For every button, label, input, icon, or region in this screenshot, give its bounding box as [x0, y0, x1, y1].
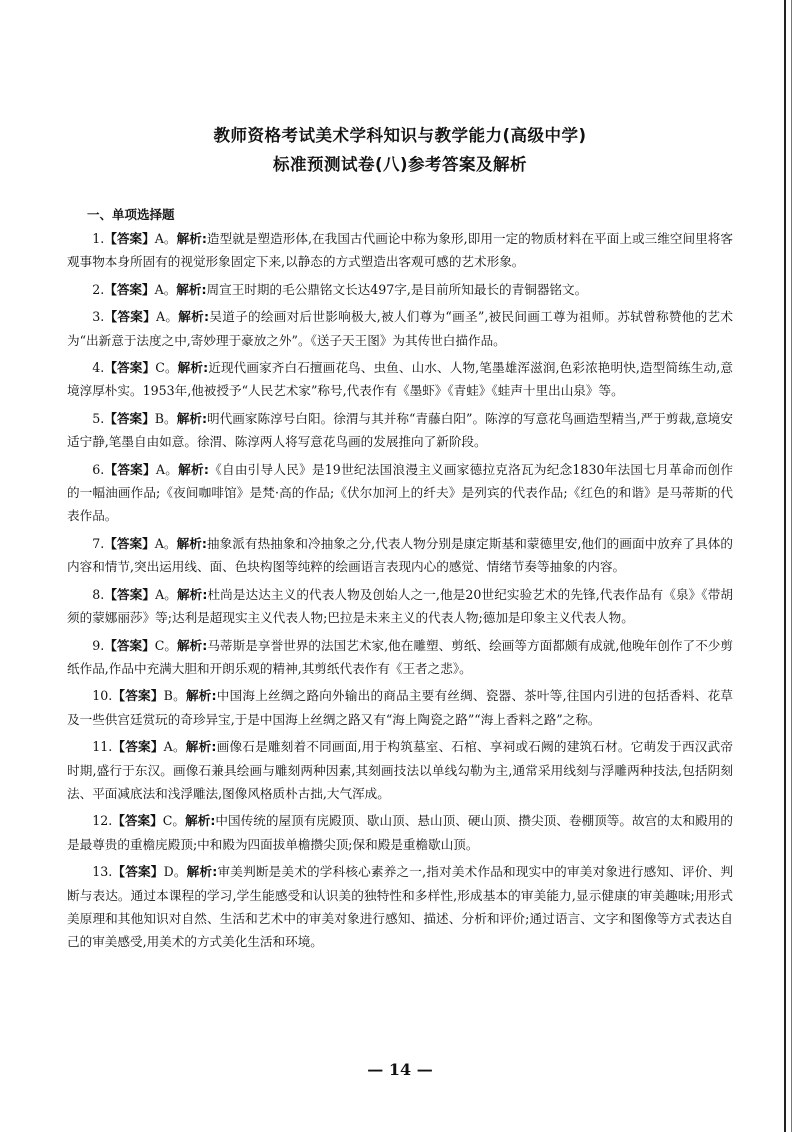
page-number: — 14 —: [367, 1060, 433, 1079]
answer-tag: 【答案】: [104, 309, 157, 325]
analysis-label: 解析:: [178, 309, 210, 325]
analysis-label: 解析:: [177, 360, 209, 376]
answer-option: A。: [154, 535, 177, 551]
item-number: 3.: [92, 309, 105, 325]
answer-tag: 【答案】: [104, 461, 156, 477]
answer-tag: 【答案】: [104, 586, 156, 602]
analysis-text: 杜尚是达达主义的代表人物及创始人之一,他是20世纪实验艺术的先锋,代表作品有《泉》《带胡须的蒙娜丽莎》等;达利是超现实主义代表人物;巴拉是未来主义的代表人物;德加是印象主义代表人物。: [67, 586, 733, 626]
answer-item-1: [67, 227, 733, 274]
item-number: 4.: [92, 360, 105, 376]
answer-item-3: [67, 305, 733, 352]
answer-item-12: [67, 809, 733, 856]
analysis-text: 《自由引导人民》是19世纪法国浪漫主义画家德拉克洛瓦为纪念1830年法国七月革命而创作的一幅油画作品;《夜间咖啡馆》是梵·高的作品;《伏尔加河上的纤夫》是列宾的代表作品;《红色的和谐》是马蒂斯的代表作品。: [67, 461, 733, 524]
answer-item-11: [67, 735, 733, 805]
answer-tag: 【答案】: [112, 864, 164, 880]
item-number: 7.: [92, 535, 105, 551]
item-number: 13.: [92, 864, 113, 880]
answer-item-8: [67, 583, 733, 630]
analysis-label: 解析:: [176, 586, 208, 602]
analysis-text: 明代画家陈淳号白阳。徐渭与其并称“青藤白阳”。陈淳的写意花鸟画造型精当,严于剪裁,意境安适宁静,笔墨自由如意。徐渭、陈淳两人将写意花鸟画的发展推向了新阶段。: [67, 410, 734, 450]
answer-tag: 【答案】: [104, 410, 155, 426]
analysis-text: 中国海上丝绸之路向外输出的商品主要有丝绸、瓷器、茶叶等,往国内引进的包括香料、花草及一些供宫廷赏玩的奇珍异宝,于是中国海上丝绸之路又有“海上陶瓷之路”“海上香料之路”之称。: [67, 688, 733, 727]
answer-option: A。: [156, 309, 179, 325]
answer-item-9: [67, 634, 733, 681]
answer-item-5: [67, 407, 733, 454]
analysis-label: 解析:: [186, 864, 218, 880]
answer-option: A。: [155, 586, 177, 602]
answer-item-7: [67, 532, 733, 579]
answer-option: C。: [154, 637, 178, 653]
answer-item-4: [67, 356, 733, 403]
answer-option: C。: [155, 360, 178, 376]
answer-item-6: [67, 458, 733, 528]
answer-option: A。: [163, 739, 186, 755]
analysis-text: 吴道子的绘画对后世影响极大,被人们尊为“画圣”,被民间画工尊为祖师。苏轼曾称赞他的艺术为“出新意于法度之中,寄妙理于豪放之外”。《送子天王图》为其传世白描作品。: [67, 309, 733, 348]
analysis-label: 解析:: [176, 535, 207, 551]
answer-item-13: [67, 860, 733, 954]
analysis-text: 周宣王时期的毛公鼎铭文长达497字,是目前所知最长的青铜器铭文。: [206, 281, 588, 297]
item-number: 5.: [92, 410, 105, 426]
analysis-text: 近现代画家齐白石擅画花鸟、虫鱼、山水、人物,笔墨雄浑滋润,色彩浓艳明快,造型简练生动,意境淳厚朴实。1953年,他被授予“人民艺术家”称号,代表作有《墨虾》《青蛙》《蛙声十里出山泉》等。: [67, 360, 734, 399]
section-heading: 一、单项选择题: [87, 207, 175, 222]
item-number: 11.: [92, 739, 113, 755]
analysis-label: 解析:: [176, 231, 207, 246]
answer-list: [67, 227, 733, 958]
document-title: 教师资格考试美术学科知识与教学能力(高级中学): [213, 126, 587, 145]
answer-tag: 【答案】: [112, 813, 163, 829]
analysis-text: 审美判断是美术的学科核心素养之一,指对美术作品和现实中的审美对象进行感知、评价、判断与表达。通过本课程的学习,学生能感受和认识美的独特性和多样性,形成基本的审美能力,显示健康的审美趣味;用形式美原理和其他知识对自然、生活和艺术中的审美对象进行感知、描述、分析和评价;通过语言、文字和图像等方式表达自己的审美感受,用美术的方式美化生活和环境。: [67, 864, 734, 950]
item-number: 10.: [92, 688, 113, 704]
item-number: 9.: [92, 637, 105, 653]
answer-tag: 【答案】: [112, 739, 164, 755]
analysis-text: 中国传统的屋顶有庑殿顶、歇山顶、悬山顶、硬山顶、攒尖顶、卷棚顶等。故宫的太和殿用的是最尊贵的重檐庑殿顶;中和殿为四面拔单檐攒尖顶;保和殿是重檐歇山顶。: [67, 813, 734, 852]
answer-option: D。: [163, 864, 187, 880]
analysis-label: 解析:: [185, 813, 216, 829]
answer-option: B。: [154, 410, 177, 426]
answer-tag: 【答案】: [104, 281, 155, 297]
answer-option: C。: [162, 813, 186, 829]
answer-tag: 【答案】: [104, 231, 155, 246]
analysis-text: 抽象派有热抽象和冷抽象之分,代表人物分别是康定斯基和蒙德里安,他们的画面中放弃了具体的内容和情节,突出运用线、面、色块构图等纯粹的绘画语言表现内心的感觉、情绪节奏等抽象的内容。: [67, 535, 733, 575]
item-number: 1.: [92, 231, 105, 246]
analysis-label: 解析:: [176, 410, 207, 426]
answer-option: A。: [154, 281, 177, 297]
analysis-label: 解析:: [185, 739, 217, 755]
document-subtitle: 标准预测试卷(八)参考答案及解析: [272, 155, 528, 174]
answer-tag: 【答案】: [104, 360, 156, 376]
analysis-label: 解析:: [177, 637, 208, 653]
answer-tag: 【答案】: [104, 637, 155, 653]
answer-item-2: [67, 278, 733, 301]
answer-tag: 【答案】: [104, 535, 155, 551]
answer-option: B。: [163, 688, 186, 704]
answer-option: A。: [154, 231, 177, 246]
item-number: 2.: [92, 281, 105, 297]
analysis-label: 解析:: [185, 688, 217, 704]
item-number: 8.: [92, 586, 105, 602]
analysis-text: 马蒂斯是享誉世界的法国艺术家,他在雕塑、剪纸、绘画等方面都颇有成就,他晚年创作了不少剪纸作品,作品中充满大胆和开朗乐观的精神,其剪纸代表作有《王者之悲》。: [67, 637, 733, 676]
analysis-label: 解析:: [178, 461, 209, 477]
answer-tag: 【答案】: [112, 688, 164, 704]
analysis-text: 画像石是雕刻着不同画面,用于构筑墓室、石棺、享祠或石阙的建筑石材。它萌发于西汉武帝时期,盛行于东汉。画像石兼具绘画与雕刻两种因素,其刻画技法以单线勾勒为主,通常采用线刻与浮雕两种技法,包括阴刻法、平面减底法和浅浮雕法,图像风格质朴古拙,大气浑成。: [67, 739, 733, 801]
answer-option: A。: [155, 461, 179, 477]
item-number: 12.: [92, 813, 113, 829]
answer-item-10: [67, 684, 733, 731]
item-number: 6.: [92, 461, 105, 477]
analysis-text: 造型就是塑造形体,在我国古代画论中称为象形,即用一定的物质材料在平面上或三维空间里将客观事物本身所固有的视觉形象固定下来,以静态的方式塑造出客观可感的艺术形象。: [67, 231, 733, 270]
analysis-label: 解析:: [176, 281, 207, 297]
